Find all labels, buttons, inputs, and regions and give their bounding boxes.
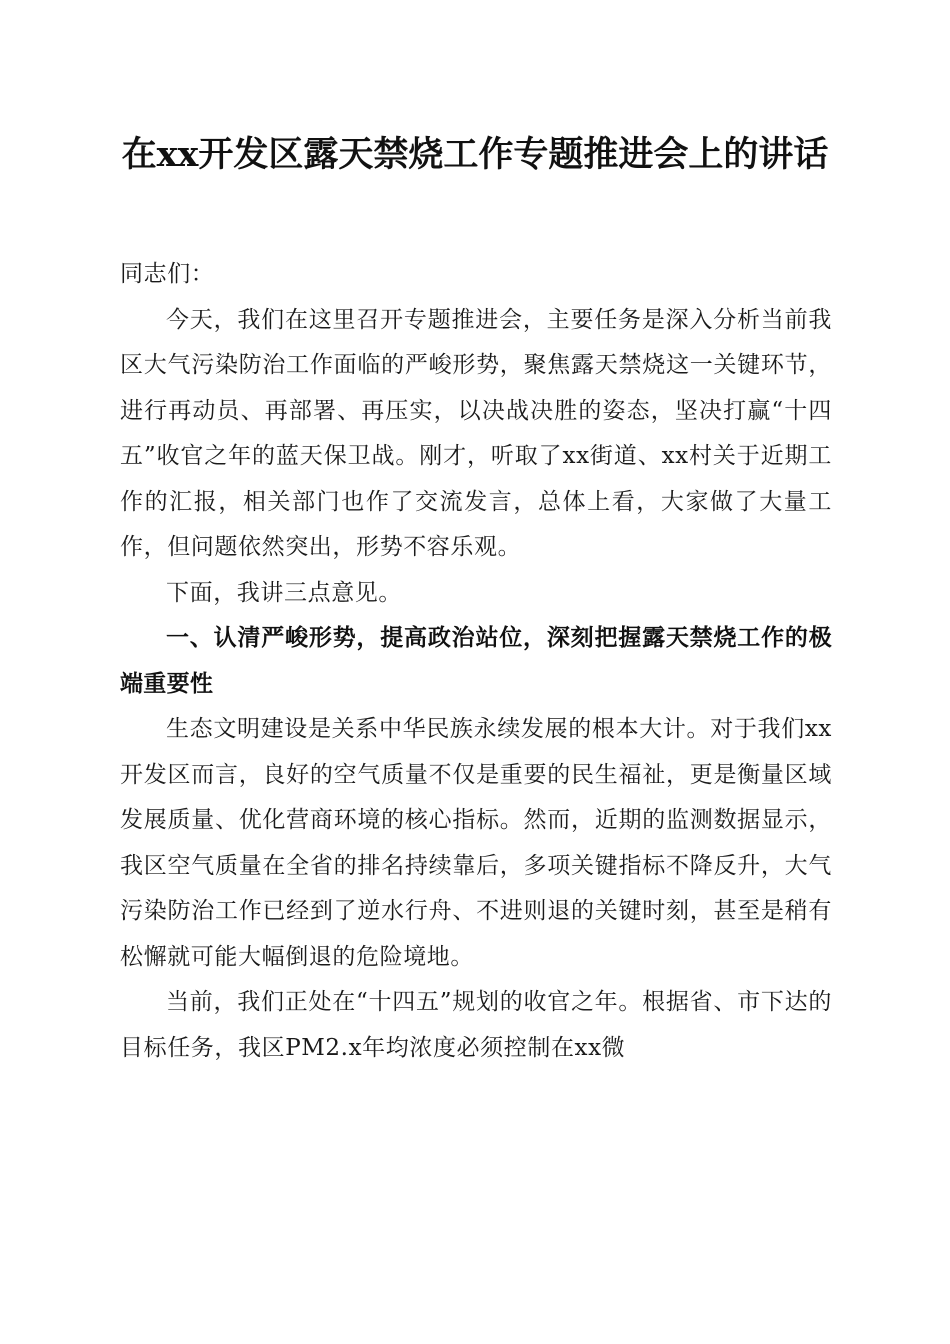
paragraph-section-2: 当前，我们正处在“十四五”规划的收官之年。根据省、市下达的目标任务，我区PM2.x年均浓度必须控制在xx微 xyxy=(120,989,832,1061)
document-body xyxy=(120,252,832,1071)
paragraph-intro: 今天，我们在这里召开专题推进会，主要任务是深入分析当前我区大气污染防治工作面临的严峻形势，聚焦露天禁烧这一关键环节，进行再动员、再部署、再压实，以决战决胜的姿态，坚决打赢“十四五”收官之年的蓝天保卫战。刚才，听取了xx街道、xx村关于近期工作的汇报，相关部门也作了交流发言，总体上看，大家做了大量工作，但问题依然突出，形势不容乐观。 xyxy=(120,306,832,560)
salutation: 同志们： xyxy=(120,261,215,287)
paragraph-outline: 下面，我讲三点意见。 xyxy=(166,579,402,606)
section-heading: 一、认清严峻形势，提高政治站位，深刻把握露天禁烧工作的极端重要性 xyxy=(120,625,832,697)
paragraph-section-1: 生态文明建设是关系中华民族永续发展的根本大计。对于我们xx开发区而言，良好的空气质量不仅是重要的民生福祉，更是衡量区域发展质量、优化营商环境的核心指标。然而，近期的监测数据显示，我区空气质量在全省的排名持续靠后，多项关键指标不降反升，大气污染防治工作已经到了逆水行舟、不进则退的关键时刻，甚至是稍有松懈就可能大幅倒退的危险境地。 xyxy=(120,716,832,970)
document-title: 在xx开发区露天禁烧工作专题推进会上的讲话 xyxy=(121,134,829,175)
